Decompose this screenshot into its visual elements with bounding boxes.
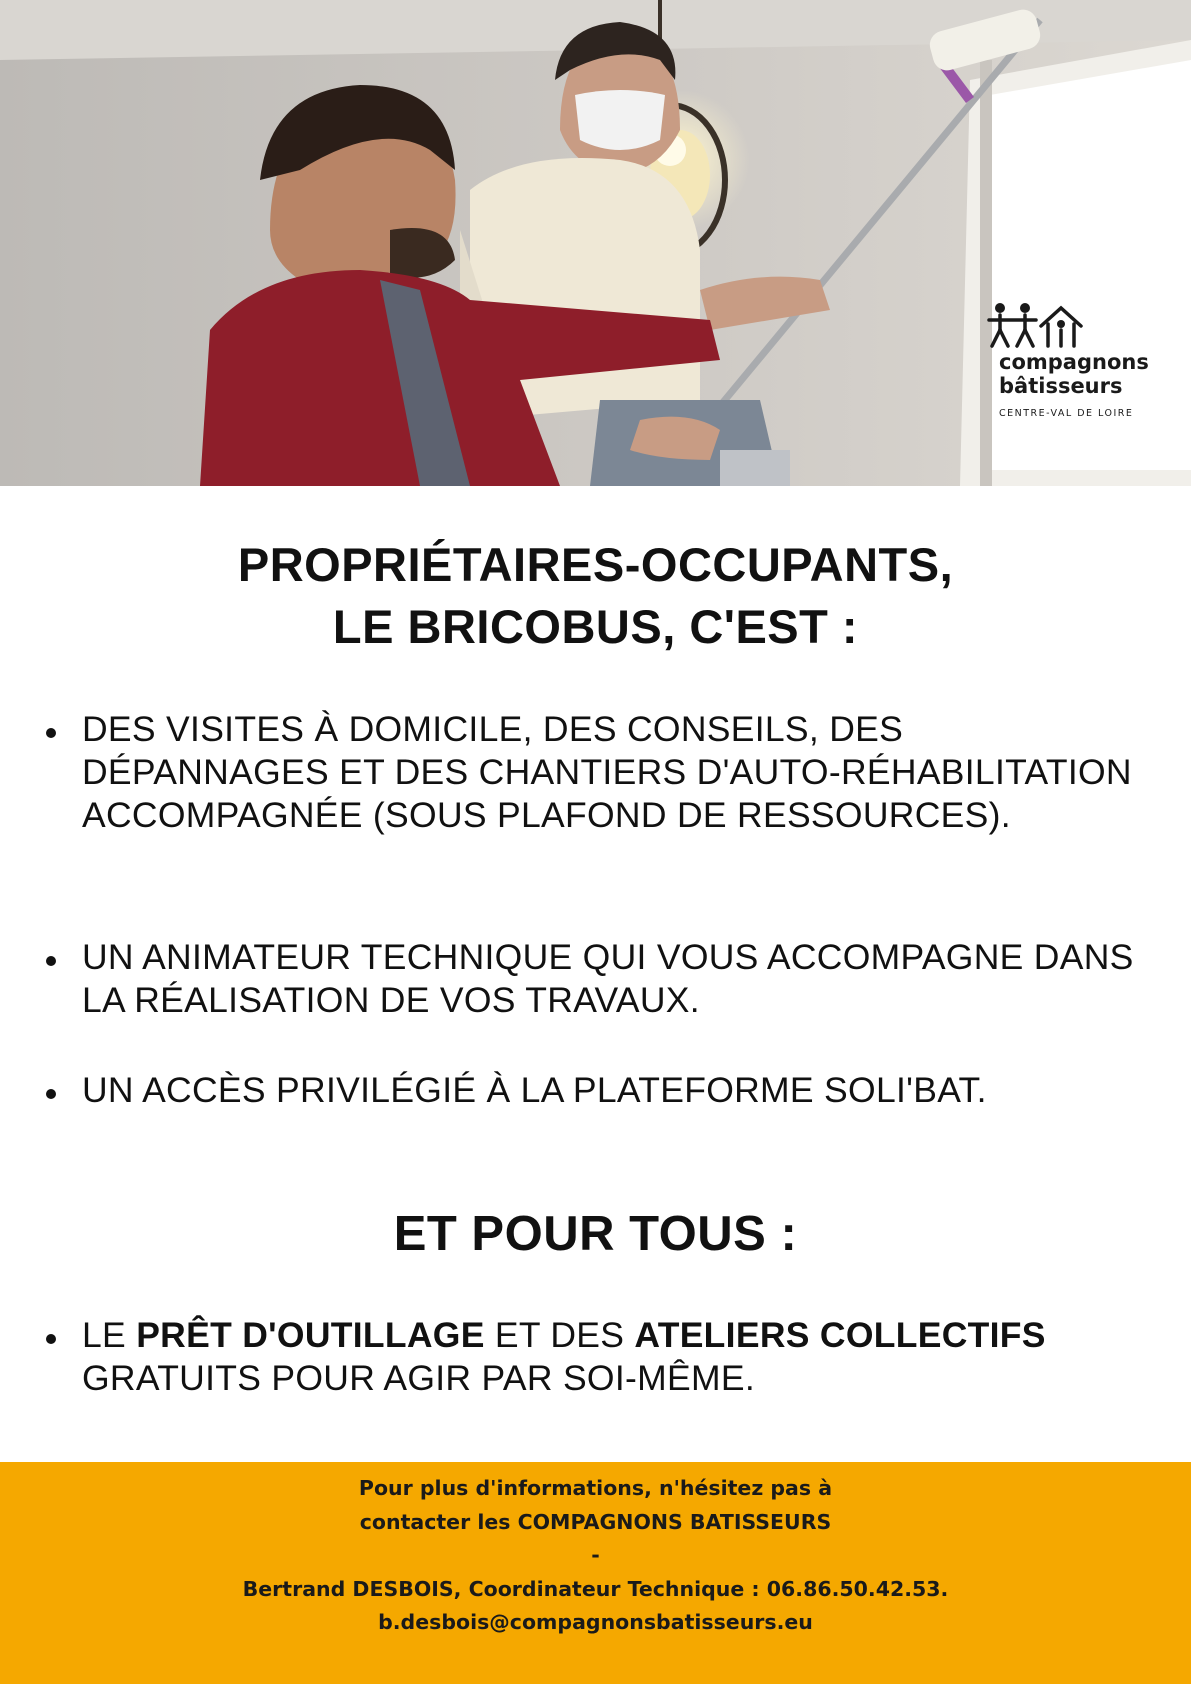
list-item: UN ANIMATEUR TECHNIQUE QUI VOUS ACCOMPAGNE DANS LA RÉALISATION DE VOS TRAVAUX. — [40, 936, 1160, 1022]
logo — [985, 300, 1149, 419]
footer-contact: Bertrand DESBOIS, Coordinateur Technique : 06.86.50.42.53. — [242, 1576, 949, 1601]
tool-loan-highlight: PRÊT D'OUTILLAGE — [136, 1315, 485, 1355]
page-title — [0, 534, 1191, 658]
section-subtitle: ET POUR TOUS : — [393, 1207, 798, 1261]
title-line2: LE BRICOBUS, C'EST : — [332, 600, 859, 653]
for-all-text-2: ET DES — [484, 1315, 635, 1355]
bullet-list-for-all — [40, 1314, 1160, 1400]
list-item — [40, 1314, 1160, 1400]
workshops-highlight: ATELIERS COLLECTIFS — [634, 1315, 1046, 1355]
for-all-text-1: LE — [82, 1315, 137, 1355]
bullet-list-3 — [40, 1069, 1160, 1112]
logo-text-line2: bâtisseurs — [999, 374, 1123, 398]
contact-footer — [0, 1462, 1191, 1684]
logo-text-line1: compagnons — [999, 350, 1149, 374]
list-item: UN ACCÈS PRIVILÉGIÉ À LA PLATEFORME SOLI'BAT. — [40, 1069, 1160, 1112]
for-all-text-3: GRATUITS POUR AGIR PAR SOI-MÊME. — [82, 1358, 755, 1398]
footer-email[interactable]: b.desbois@compagnonsbatisseurs.eu — [378, 1610, 813, 1634]
bullet-list-2 — [40, 936, 1160, 1022]
header-photo — [0, 0, 1191, 486]
list-item: DES VISITES À DOMICILE, DES CONSEILS, DES DÉPANNAGES ET DES CHANTIERS D'AUTO-RÉHABILITATION ACCOMPAGNÉE (SOUS PLAFOND DE RESSOURCES). — [40, 708, 1160, 837]
footer-separator: - — [591, 1543, 600, 1567]
logo-region: CENTRE-VAL DE LOIRE — [999, 408, 1134, 419]
footer-line1: Pour plus d'informations, n'hésitez pas à — [358, 1476, 833, 1500]
bullet-list-1 — [40, 708, 1160, 837]
title-line1: PROPRIÉTAIRES-OCCUPANTS, — [237, 538, 954, 591]
people-house-logo-icon — [985, 300, 1085, 350]
footer-line2: contacter les COMPAGNONS BATISSEURS — [359, 1509, 832, 1534]
